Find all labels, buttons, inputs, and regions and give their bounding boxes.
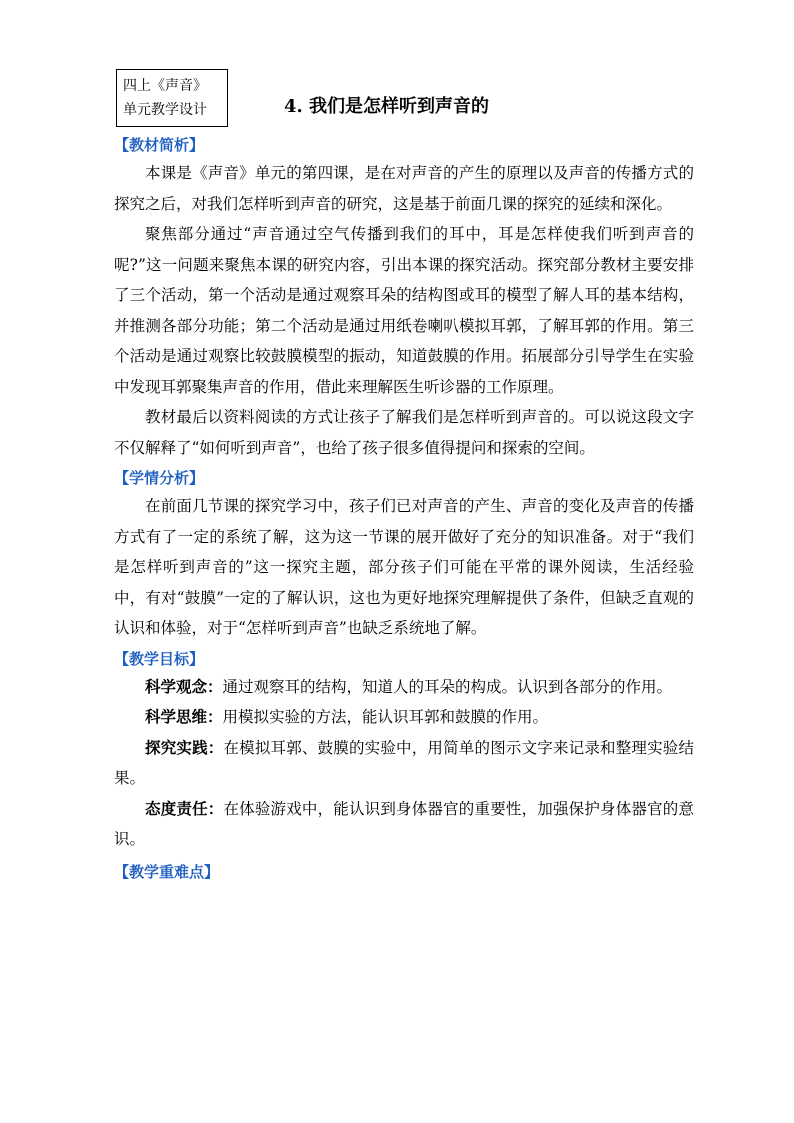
goal-item (114, 733, 694, 794)
goal-text: 通过观察耳的结构，知道人的耳朵的构成。认识到各部分的作用。 (222, 677, 673, 696)
unit-label-line1: 四上《声音》 (123, 78, 207, 94)
unit-label-box (116, 69, 228, 127)
goal-label: 探究实践： (145, 738, 224, 757)
goal-item (114, 794, 694, 855)
goal-label: 科学思维： (145, 708, 223, 726)
goal-text: 在体验游戏中，能认识到身体器官的重要性，加强保护身体器官的意识。 (114, 799, 694, 848)
analysis-paragraph-1: 本课是《声音》单元的第四课，是在对声音的产生的原理以及声音的传播方式的探究之后，对我们怎样听到声音的研究，这是基于前面几课的探究的延续和深化。 (114, 164, 694, 213)
goal-item (114, 672, 694, 703)
analysis-paragraph-2: 聚焦部分通过“声音通过空气传播到我们的耳中，耳是怎样使我们听到声音的呢?”这一问题来聚焦本课的研究内容，引出本课的探究活动。探究部分教材主要安排了三个活动，第一个活动是通过观察耳朵的结构图或耳的模型了解人耳的基本结构，并推测各部分功能；第二个活动是通过用纸卷喇叭模拟耳郭，了解耳郭的作用。第三个活动是通过观察比较鼓膜模型的振动，知道鼓膜的作用。拓展部分引导学生在实验中发现耳郭聚集声音的作用，借此来理解医生听诊器的工作原理。 (114, 225, 694, 396)
document-body (114, 134, 694, 885)
section-heading-keypoints: 【教学重难点】 (114, 862, 220, 881)
goal-text: 在模拟耳郭、鼓膜的实验中，用简单的图示文字来记录和整理实验结果。 (114, 738, 694, 787)
goal-item (114, 702, 694, 733)
section-heading-goals: 【教学目标】 (114, 649, 205, 668)
goal-text: 用模拟实验的方法，能认识耳郭和鼓膜的作用。 (222, 708, 549, 726)
section-heading-analysis: 【教材简析】 (114, 136, 205, 154)
section-heading-learner: 【学情分析】 (114, 469, 205, 487)
analysis-paragraph-3: 教材最后以资料阅读的方式让孩子了解我们是怎样听到声音的。可以说这段文字不仅解释了“如何听到声音”，也给了孩子很多值得提问和探索的空间。 (114, 408, 694, 457)
unit-label-line2: 单元教学设计 (123, 102, 207, 118)
learner-paragraph-1: 在前面几节课的探究学习中，孩子们已对声音的产生、声音的变化及声音的传播方式有了一定的系统了解，这为这一节课的展开做好了充分的知识准备。对于“我们是怎样听到声音的”这一探究主题，部分孩子们可能在平常的课外阅读，生活经验中，有对“鼓膜”一定的了解认识，这也为更好地探究理解提供了条件，但缺乏直观的认识和体验，对于“怎样听到声音”也缺乏系统地了解。 (114, 497, 694, 637)
goal-label: 科学观念： (145, 677, 223, 696)
goal-label: 态度责任： (145, 799, 224, 818)
page-title: 4. 我们是怎样听到声音的 (284, 96, 490, 117)
